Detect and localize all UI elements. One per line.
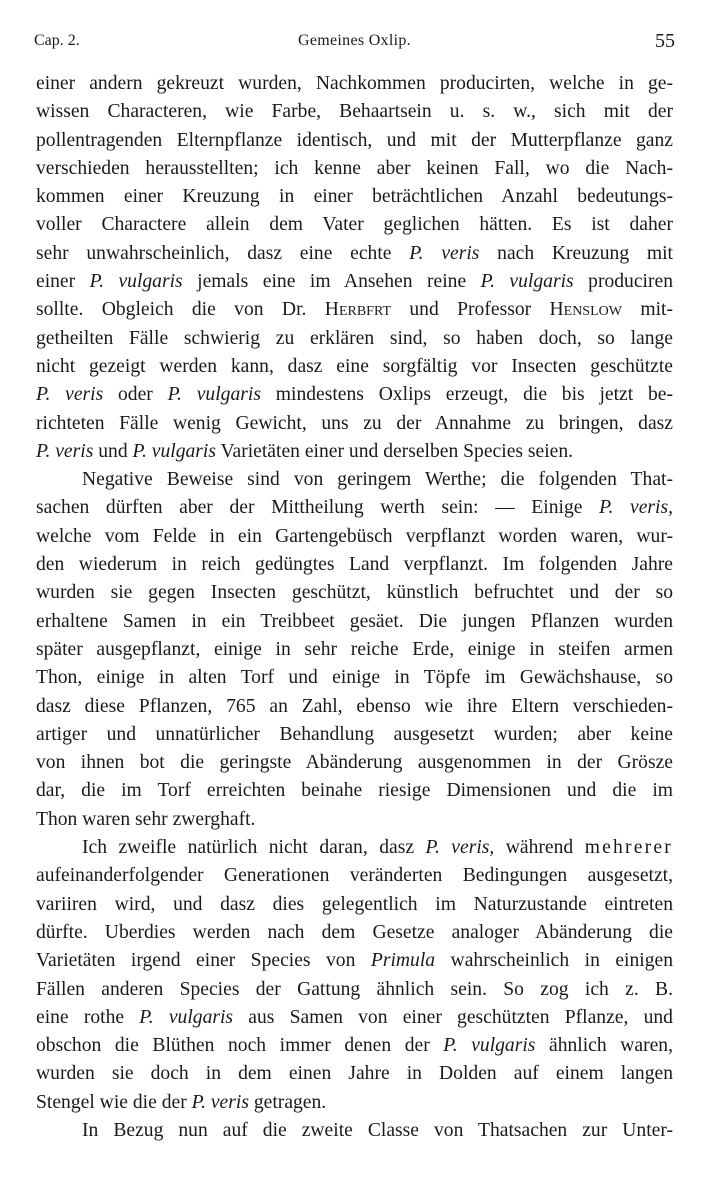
text-line <box>36 183 673 211</box>
text-run: Fällen anderen Species der Gattung ähnlich sein. So zog ich z. B. <box>36 978 673 1000</box>
text-line <box>36 891 673 919</box>
text-run: getragen. <box>248 1091 327 1113</box>
text-run: nach Kreuzung mit <box>479 242 673 264</box>
text-run: mit- <box>621 299 673 321</box>
text-run: Thon waren sehr zwerghaft. <box>36 808 256 830</box>
running-title: Gemeines Oxlip. <box>298 32 411 49</box>
text-run: nicht gezeigt werden kann, dasz eine sorgfältig vor Insecten geschützte <box>36 355 673 377</box>
italic-text: P. vulgaris <box>443 1035 536 1057</box>
text-run: verschieden herausstellten; ich kenne aber keinen Fall, wo die Nach- <box>36 157 673 179</box>
text-run: kommen einer Kreuzung in einer beträchtlichen Anzahl bedeutungs- <box>36 186 673 208</box>
italic-text: P. veris <box>36 384 104 406</box>
text-run: eine rothe <box>36 1006 140 1028</box>
text-run: einer andern gekreuzt wurden, Nachkommen producirten, welche in ge- <box>36 73 673 94</box>
text-run: sehr unwahrscheinlich, dasz eine echte <box>36 242 410 264</box>
text-run: dürfte. Uberdies werden nach dem Gesetze analoger Abänderung die <box>36 921 673 943</box>
text-line <box>36 1032 673 1060</box>
page-header <box>34 30 675 58</box>
text-line <box>36 438 673 466</box>
text-line <box>36 268 673 296</box>
text-run: In Bezug nun auf die zweite Classe von Thatsachen zur Unter- <box>82 1119 673 1141</box>
text-run: von ihnen bot die geringste Abänderung ausgenommen in der Grösze <box>36 752 673 774</box>
text-run: aus Samen von einer geschützten Pflanze, und <box>233 1006 673 1028</box>
italic-text: P. vulgaris <box>167 384 261 406</box>
text-run: getheilten Fälle schwierig zu erklären sind, so haben doch, so lange <box>36 327 673 349</box>
text-run: Ich zweifle natürlich nicht daran, dasz <box>82 837 426 859</box>
text-run: mindestens Oxlips erzeugt, die bis jetzt be- <box>260 384 673 406</box>
text-run: Negative Beweise sind von geringem Werthe; die folgenden That- <box>82 469 673 491</box>
italic-text: P. veris, <box>425 837 495 859</box>
text-run: obschon die Blüthen noch immer denen der <box>36 1035 444 1057</box>
text-run: wissen Characteren, wie Farbe, Behaartsein u. s. w., sich mit der <box>36 101 673 123</box>
italic-text: P. veris, <box>599 497 674 519</box>
text-line <box>36 381 673 409</box>
text-run: und <box>93 440 133 462</box>
text-line <box>36 70 673 98</box>
text-run: pollentragenden Elternpflanze identisch, und mit der Mutterpflanze ganz <box>36 129 673 151</box>
text-run: Thon, einige in alten Torf und einige in Töpfe im Gewächshause, so <box>36 667 673 689</box>
text-run: ähnlich waren, <box>535 1035 674 1057</box>
text-line <box>36 1089 673 1117</box>
text-line <box>36 523 673 551</box>
text-run: während <box>494 837 585 859</box>
text-run: Varietäten irgend einer Species von <box>36 950 371 972</box>
text-run: richteten Fälle wenig Gewicht, uns zu der Annahme zu bringen, dasz <box>36 412 673 434</box>
text-run: den wiederum in reich gedüngtes Land verpflanzt. Im folgenden Jahre <box>36 554 673 576</box>
text-line <box>36 636 673 664</box>
text-line <box>36 834 673 862</box>
text-run: oder <box>103 384 168 406</box>
spaced-text: mehrerer <box>584 837 673 859</box>
text-run: später ausgepflanzt, einige in sehr reiche Erde, einige in steifen armen <box>36 638 673 660</box>
text-line <box>36 240 673 268</box>
text-run: voller Charactere allein dem Vater geglichen hätten. Es ist daher <box>36 214 673 236</box>
text-line <box>36 296 673 324</box>
text-line <box>36 721 673 749</box>
text-line <box>36 749 673 777</box>
italic-text: P. veris <box>36 440 94 462</box>
text-run: Stengel wie die der <box>36 1091 192 1113</box>
text-line <box>36 325 673 353</box>
italic-text: P. vulgaris <box>139 1006 234 1028</box>
text-run: wurden sie gegen Insecten geschützt, künstlich befruchtet und der so <box>36 582 673 604</box>
small-caps-name: Herbfrt <box>324 299 392 321</box>
page-number: 55 <box>655 30 675 52</box>
text-run: erhaltene Samen in ein Treibbeet gesäet. Die jungen Pflanzen wurden <box>36 610 673 632</box>
text-line <box>36 664 673 692</box>
text-line <box>36 862 673 890</box>
text-line <box>36 353 673 381</box>
text-run: sollte. Obgleich die von Dr. <box>36 299 325 321</box>
text-run: dasz diese Pflanzen, 765 an Zahl, ebenso wie ihre Eltern verschieden- <box>36 695 673 717</box>
text-line <box>36 947 673 975</box>
text-line <box>36 608 673 636</box>
text-line <box>36 494 673 522</box>
italic-text: P. vulgaris <box>132 440 216 462</box>
text-run: wurden sie doch in dem einen Jahre in Dolden auf einem langen <box>36 1063 673 1085</box>
text-line <box>36 1117 673 1145</box>
italic-text: Primula <box>370 950 436 972</box>
text-line <box>36 155 673 183</box>
text-line <box>36 919 673 947</box>
italic-text: P. veris <box>191 1091 249 1113</box>
italic-text: P. vulgaris <box>89 271 183 293</box>
text-run: und Professor <box>391 299 550 321</box>
text-line <box>36 466 673 494</box>
small-caps-name: Henslow <box>549 299 622 321</box>
text-run: produciren <box>573 271 674 293</box>
text-run: wahrscheinlich in einigen <box>435 950 674 972</box>
text-run: variiren wird, und dasz dies gelegentlich im Naturzustande eintreten <box>36 893 673 915</box>
text-line <box>36 551 673 579</box>
text-line <box>36 806 673 834</box>
text-line <box>36 1060 673 1088</box>
text-line <box>36 127 673 155</box>
text-run: jemals eine im Ansehen reine <box>182 271 481 293</box>
text-line <box>36 211 673 239</box>
text-line <box>36 579 673 607</box>
text-line <box>36 777 673 805</box>
text-run: artiger und unnatürlicher Behandlung ausgesetzt wurden; aber keine <box>36 723 673 745</box>
text-line <box>36 976 673 1004</box>
chapter-label: Cap. 2. <box>34 32 80 49</box>
italic-text: P. vulgaris <box>480 271 574 293</box>
text-line <box>36 98 673 126</box>
text-line <box>36 1004 673 1032</box>
text-line <box>36 693 673 721</box>
italic-text: P. veris <box>409 242 480 264</box>
text-run: aufeinanderfolgender Generationen veränderten Bedingungen ausgesetzt, <box>36 865 673 887</box>
text-run: sachen dürften aber der Mittheilung werth sein: — Einige <box>36 497 600 519</box>
text-run: Varietäten einer und derselben Species seien. <box>215 440 574 462</box>
text-line <box>36 410 673 438</box>
text-run: dar, die im Torf erreichten beinahe riesige Dimensionen und die im <box>36 780 673 802</box>
text-run: welche vom Felde in ein Gartengebüsch verpflanzt worden waren, wur- <box>36 525 673 547</box>
text-run: einer <box>36 271 90 293</box>
body-text <box>36 70 673 1145</box>
